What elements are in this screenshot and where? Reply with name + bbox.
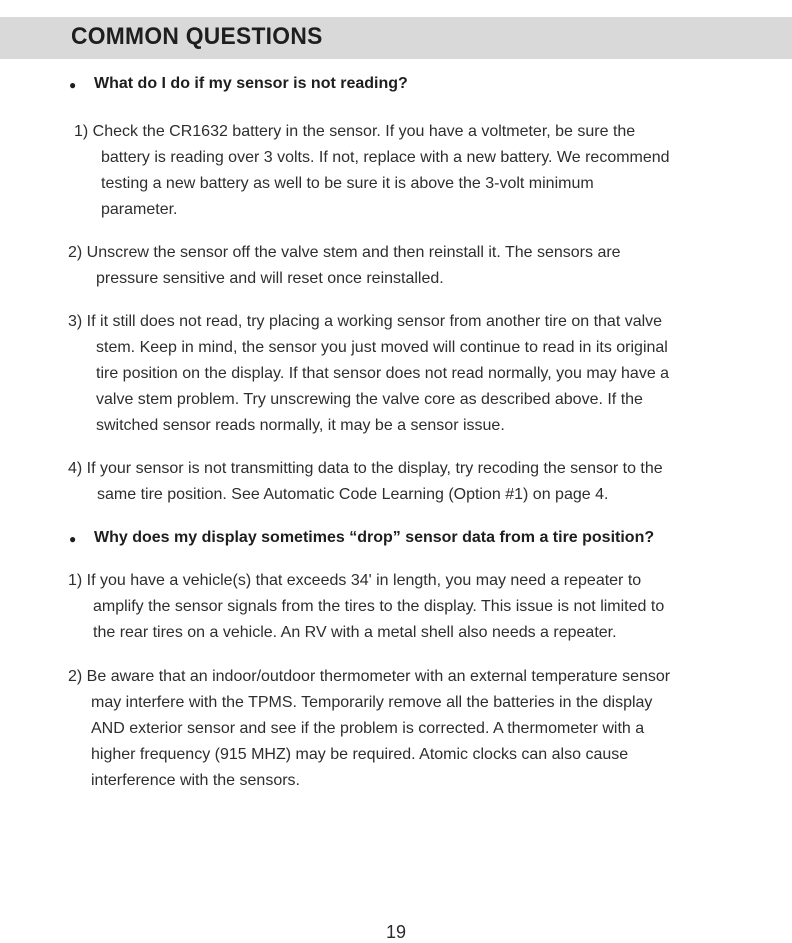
answer-item [74,119,670,223]
bullet-icon: ● [69,532,77,546]
answer-line: valve stem problem. Try unscrewing the valve core as described above. If the [96,391,643,408]
answer-line: 1) Check the CR1632 battery in the sensor. If you have a voltmeter, be sure the [74,123,636,140]
answer-item [68,568,664,646]
page-title: COMMON QUESTIONS [71,23,323,50]
answer-line: AND exterior sensor and see if the problem is corrected. A thermometer with a [91,720,645,737]
answer-item [68,240,621,292]
question-heading: Why does my display sometimes “drop” sensor data from a tire position? [94,529,655,546]
answer-line: amplify the sensor signals from the tires to the display. This issue is not limited to [93,598,665,615]
answer-line: switched sensor reads normally, it may be a sensor issue. [96,417,505,434]
answer-line: battery is reading over 3 volts. If not, replace with a new battery. We recommend [101,149,670,166]
answer-line: 3) If it still does not read, try placing a working sensor from another tire on that valve [68,313,663,330]
answer-line: higher frequency (915 MHZ) may be required. Atomic clocks can also cause [91,746,629,763]
answer-line: the rear tires on a vehicle. An RV with a metal shell also needs a repeater. [93,624,617,641]
answer-line: 2) Be aware that an indoor/outdoor thermometer with an external temperature sensor [68,668,671,685]
answer-line: tire position on the display. If that sensor does not read normally, you may have a [96,365,670,382]
answer-line: may interfere with the TPMS. Temporarily remove all the batteries in the display [91,694,653,711]
answer-line: same tire position. See Automatic Code Learning (Option #1) on page 4. [97,486,609,503]
answer-line: 1) If you have a vehicle(s) that exceeds 34' in length, you may need a repeater to [68,572,642,589]
answer-line: parameter. [101,201,178,218]
answer-line: 2) Unscrew the sensor off the valve stem and then reinstall it. The sensors are [68,244,621,261]
answer-line: 4) If your sensor is not transmitting data to the display, try recoding the sensor to the [68,460,663,477]
answer-item [68,664,670,794]
answer-item [68,456,663,508]
answer-line: stem. Keep in mind, the sensor you just moved will continue to read in its original [96,339,668,356]
question-heading: What do I do if my sensor is not reading? [94,75,408,92]
answer-line: interference with the sensors. [91,772,300,789]
answer-item [68,309,669,439]
answer-line: pressure sensitive and will reset once reinstalled. [96,270,444,287]
page-number: 19 [385,922,407,942]
answer-line: testing a new battery as well to be sure it is above the 3-volt minimum [101,175,594,192]
bullet-icon: ● [69,78,77,92]
